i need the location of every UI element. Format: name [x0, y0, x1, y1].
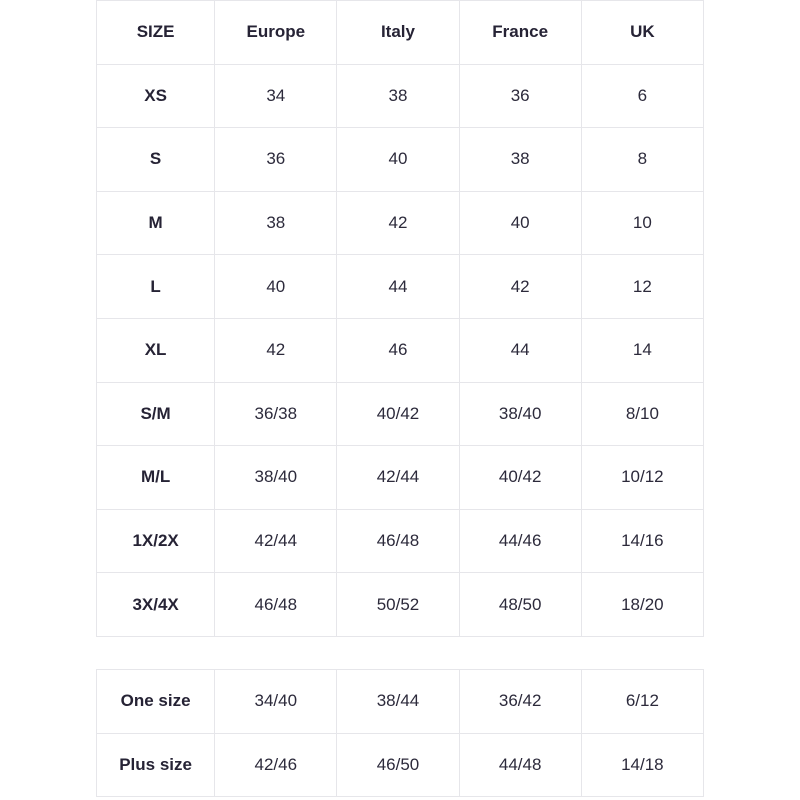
row-label: XS — [97, 64, 215, 128]
cell-europe: 40 — [215, 255, 337, 319]
row-label: L — [97, 255, 215, 319]
cell-italy: 40/42 — [337, 382, 459, 446]
cell-france: 38 — [459, 128, 581, 192]
table-row — [97, 318, 704, 382]
cell-italy: 50/52 — [337, 573, 459, 637]
cell-uk: 10 — [581, 191, 703, 255]
cell-uk: 18/20 — [581, 573, 703, 637]
cell-uk: 6/12 — [581, 669, 703, 733]
table-row — [97, 128, 704, 192]
column-header-europe: Europe — [215, 1, 337, 65]
cell-europe: 42 — [215, 318, 337, 382]
table-row — [97, 509, 704, 573]
cell-uk: 14 — [581, 318, 703, 382]
table-row — [97, 382, 704, 446]
cell-uk: 14/16 — [581, 509, 703, 573]
row-label: XL — [97, 318, 215, 382]
table-row — [97, 255, 704, 319]
column-header-france: France — [459, 1, 581, 65]
table-body — [97, 64, 704, 636]
table-gap-divider — [96, 637, 704, 669]
combined-table-body — [97, 669, 704, 796]
cell-europe: 42/44 — [215, 509, 337, 573]
table-row — [97, 446, 704, 510]
cell-france: 44/48 — [459, 733, 581, 797]
table-row — [97, 733, 704, 797]
cell-uk: 12 — [581, 255, 703, 319]
row-label: M/L — [97, 446, 215, 510]
cell-europe: 36/38 — [215, 382, 337, 446]
cell-europe: 34 — [215, 64, 337, 128]
cell-europe: 38/40 — [215, 446, 337, 510]
cell-italy: 46/50 — [337, 733, 459, 797]
cell-uk: 14/18 — [581, 733, 703, 797]
cell-italy: 38 — [337, 64, 459, 128]
cell-europe: 42/46 — [215, 733, 337, 797]
column-header-size: SIZE — [97, 1, 215, 65]
cell-uk: 10/12 — [581, 446, 703, 510]
cell-italy: 38/44 — [337, 669, 459, 733]
cell-uk: 8 — [581, 128, 703, 192]
cell-france: 44 — [459, 318, 581, 382]
size-conversion-table — [96, 0, 704, 637]
row-label: M — [97, 191, 215, 255]
cell-france: 42 — [459, 255, 581, 319]
cell-france: 48/50 — [459, 573, 581, 637]
cell-europe: 46/48 — [215, 573, 337, 637]
table-row — [97, 669, 704, 733]
row-label: Plus size — [97, 733, 215, 797]
row-label: 3X/4X — [97, 573, 215, 637]
table-header-row — [97, 1, 704, 65]
cell-europe: 36 — [215, 128, 337, 192]
cell-france: 40/42 — [459, 446, 581, 510]
cell-italy: 46/48 — [337, 509, 459, 573]
row-label: One size — [97, 669, 215, 733]
row-label: S — [97, 128, 215, 192]
cell-italy: 46 — [337, 318, 459, 382]
cell-france: 36 — [459, 64, 581, 128]
column-header-italy: Italy — [337, 1, 459, 65]
combined-size-table — [96, 669, 704, 797]
cell-france: 36/42 — [459, 669, 581, 733]
table-header — [97, 1, 704, 65]
cell-italy: 40 — [337, 128, 459, 192]
table-row — [97, 64, 704, 128]
cell-france: 38/40 — [459, 382, 581, 446]
cell-europe: 38 — [215, 191, 337, 255]
table-row — [97, 191, 704, 255]
column-header-uk: UK — [581, 1, 703, 65]
cell-italy: 42/44 — [337, 446, 459, 510]
cell-france: 44/46 — [459, 509, 581, 573]
cell-france: 40 — [459, 191, 581, 255]
cell-uk: 6 — [581, 64, 703, 128]
cell-italy: 42 — [337, 191, 459, 255]
table-row — [97, 573, 704, 637]
cell-uk: 8/10 — [581, 382, 703, 446]
row-label: 1X/2X — [97, 509, 215, 573]
row-label: S/M — [97, 382, 215, 446]
cell-europe: 34/40 — [215, 669, 337, 733]
cell-italy: 44 — [337, 255, 459, 319]
